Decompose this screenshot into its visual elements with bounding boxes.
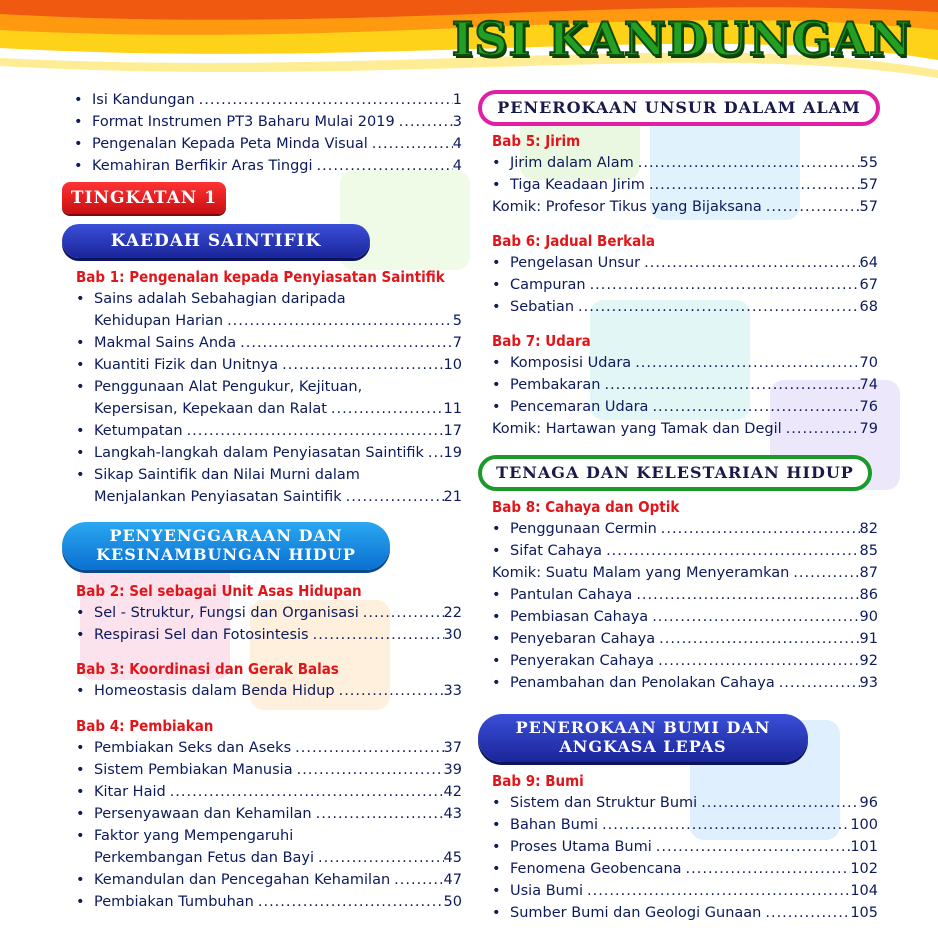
toc-entry[interactable]: • Komposisi Udara ..... 70 [492,352,878,374]
chapter-title: Bab 1: Pengenalan kepada Penyiasatan Saintifik [76,268,445,286]
bullet: • [74,158,83,174]
bullet: • [76,806,85,822]
chapter-title: Bab 5: Jirim [492,132,581,150]
toc-entry[interactable]: • Bahan Bumi ..... 100 [492,814,878,836]
section-header-penyenggaraan: PENYENGGARAAN DAN KESINAMBUNGAN HIDUP [62,522,390,570]
toc-entry[interactable]: • Pencemaran Udara ..... 76 [492,396,878,418]
bab-6 [492,230,878,318]
toc-entry[interactable]: • Pengenalan Kepada Peta Minda Visual ..... 4 [74,133,462,155]
toc-entry[interactable]: • Format Instrumen PT3 Baharu Mulai 2019 ..... 3 [74,111,462,133]
section-header-kaedah-saintifik: KAEDAH SAINTIFIK [62,224,370,258]
toc-entry-komik[interactable]: Komik: Profesor Tikus yang Bijaksana ..... 57 [492,196,878,218]
toc-entry[interactable]: • Pengelasan Unsur ..... 64 [492,252,878,274]
bullet: • [76,762,85,778]
bullet: • [74,114,83,130]
bullet: • [74,92,83,108]
toc-entry[interactable]: • Kemandulan dan Pencegahan Kehamilan ..... 47 [76,869,462,891]
chapter-title: Bab 3: Koordinasi dan Gerak Balas [76,660,339,678]
bab-7 [492,330,878,440]
bab-3 [76,658,462,702]
bullet: • [492,609,501,625]
chapter-title: Bab 7: Udara [492,332,591,350]
bullet: • [492,399,501,415]
toc-entry[interactable]: • Langkah-langkah dalam Penyiasatan Saintifik ..... 19 [76,442,462,464]
chapter-title: Bab 4: Pembiakan [76,717,214,735]
toc-entry[interactable]: • Ketumpatan ..... 17 [76,420,462,442]
toc-entry[interactable]: • Faktor yang Mempengaruhi [76,825,462,847]
toc-entry-komik[interactable]: Komik: Hartawan yang Tamak dan Degil ..... 79 [492,418,878,440]
toc-entry[interactable]: • Penggunaan Alat Pengukur, Kejituan, [76,376,462,398]
intro-list [74,89,462,177]
toc-entry[interactable]: • Penambahan dan Penolakan Cahaya ..... 93 [492,672,878,694]
bab-1 [76,266,462,508]
toc-entry[interactable]: Kepersisan, Kepekaan dan Ralat ..... 11 [76,398,462,420]
bullet: • [76,784,85,800]
section-header-penerokaan-unsur: PENEROKAAN UNSUR DALAM ALAM [478,90,880,126]
bab-4 [76,715,462,913]
toc-entry[interactable]: Menjalankan Penyiasatan Saintifik ..... 21 [76,486,462,508]
bab-2 [76,580,462,646]
section-header-tenaga: TENAGA DAN KELESTARIAN HIDUP [478,455,872,491]
bullet: • [492,355,501,371]
bullet: • [492,653,501,669]
bullet: • [492,299,501,315]
page-title: ISI KANDUNGAN [451,12,912,66]
tingkatan-badge: TINGKATAN 1 [62,182,226,214]
chapter-title: Bab 9: Bumi [492,772,584,790]
toc-entry[interactable]: • Pantulan Cahaya ..... 86 [492,584,878,606]
bullet: • [492,905,501,921]
bullet: • [76,605,85,621]
bullet: • [492,631,501,647]
toc-entry[interactable]: • Pembiakan Seks dan Aseks ..... 37 [76,737,462,759]
bullet: • [492,817,501,833]
bullet: • [492,883,501,899]
toc-entry[interactable]: Kehidupan Harian ..... 5 [76,310,462,332]
toc-entry[interactable]: • Sistem Pembiakan Manusia ..... 39 [76,759,462,781]
toc-entry[interactable]: • Proses Utama Bumi ..... 101 [492,836,878,858]
bullet: • [76,379,85,395]
toc-entry[interactable]: • Persenyawaan dan Kehamilan ..... 43 [76,803,462,825]
bullet: • [76,467,85,483]
toc-entry[interactable]: • Pembiakan Tumbuhan ..... 50 [76,891,462,913]
toc-entry[interactable]: • Sifat Cahaya ..... 85 [492,540,878,562]
bullet: • [492,839,501,855]
toc-entry[interactable]: • Makmal Sains Anda ..... 7 [76,332,462,354]
bullet: • [492,277,501,293]
bullet: • [76,445,85,461]
bullet: • [492,795,501,811]
toc-entry[interactable]: • Isi Kandungan ..... 1 [74,89,462,111]
toc-entry[interactable]: • Sains adalah Sebahagian daripada [76,288,462,310]
toc-entry[interactable]: • Sumber Bumi dan Geologi Gunaan ..... 105 [492,902,878,924]
toc-entry[interactable]: • Penyebaran Cahaya ..... 91 [492,628,878,650]
bullet: • [492,255,501,271]
toc-entry-komik[interactable]: Komik: Suatu Malam yang Menyeramkan ..... 87 [492,562,878,584]
bullet: • [76,894,85,910]
toc-entry[interactable]: • Penyerakan Cahaya ..... 92 [492,650,878,672]
bullet: • [74,136,83,152]
toc-entry[interactable]: • Fenomena Geobencana ..... 102 [492,858,878,880]
bullet: • [76,627,85,643]
bullet: • [492,675,501,691]
bullet: • [492,543,501,559]
toc-entry[interactable]: • Respirasi Sel dan Fotosintesis ..... 30 [76,624,462,646]
toc-entry[interactable]: • Usia Bumi ..... 104 [492,880,878,902]
bullet: • [492,155,501,171]
toc-entry[interactable]: • Sebatian ..... 68 [492,296,878,318]
bullet: • [76,423,85,439]
bab-5 [492,130,878,218]
toc-entry[interactable]: • Sikap Saintifik dan Nilai Murni dalam [76,464,462,486]
toc-entry[interactable]: • Homeostasis dalam Benda Hidup ..... 33 [76,680,462,702]
bullet: • [76,357,85,373]
bullet: • [76,335,85,351]
chapter-title: Bab 2: Sel sebagai Unit Asas Hidupan [76,582,362,600]
bullet: • [492,377,501,393]
toc-entry[interactable]: • Kemahiran Berfikir Aras Tinggi ..... 4 [74,155,462,177]
bullet: • [492,521,501,537]
toc-entry[interactable]: • Kuantiti Fizik dan Unitnya ..... 10 [76,354,462,376]
bullet: • [492,587,501,603]
bullet: • [492,861,501,877]
bullet: • [76,683,85,699]
toc-entry[interactable]: Perkembangan Fetus dan Bayi ..... 45 [76,847,462,869]
toc-entry[interactable]: • Campuran ..... 67 [492,274,878,296]
toc-entry[interactable]: • Sel - Struktur, Fungsi dan Organisasi ..... 22 [76,602,462,624]
toc-entry[interactable]: • Kitar Haid ..... 42 [76,781,462,803]
chapter-title: Bab 8: Cahaya dan Optik [492,498,680,516]
bab-8 [492,496,878,694]
toc-entry[interactable]: • Pembakaran ..... 74 [492,374,878,396]
toc-entry[interactable]: • Pembiasan Cahaya ..... 90 [492,606,878,628]
toc-entry[interactable]: • Sistem dan Struktur Bumi ..... 96 [492,792,878,814]
bullet: • [76,291,85,307]
bullet: • [76,740,85,756]
section-header-penerokaan-bumi: PENEROKAAN BUMI DAN ANGKASA LEPAS [478,714,808,762]
bullet: • [492,177,501,193]
bullet: • [76,872,85,888]
toc-entry[interactable]: • Penggunaan Cermin ..... 82 [492,518,878,540]
toc-entry[interactable]: • Jirim dalam Alam ..... 55 [492,152,878,174]
toc-entry[interactable]: • Tiga Keadaan Jirim ..... 57 [492,174,878,196]
bab-9 [492,770,878,924]
chapter-title: Bab 6: Jadual Berkala [492,232,655,250]
bullet: • [76,828,85,844]
